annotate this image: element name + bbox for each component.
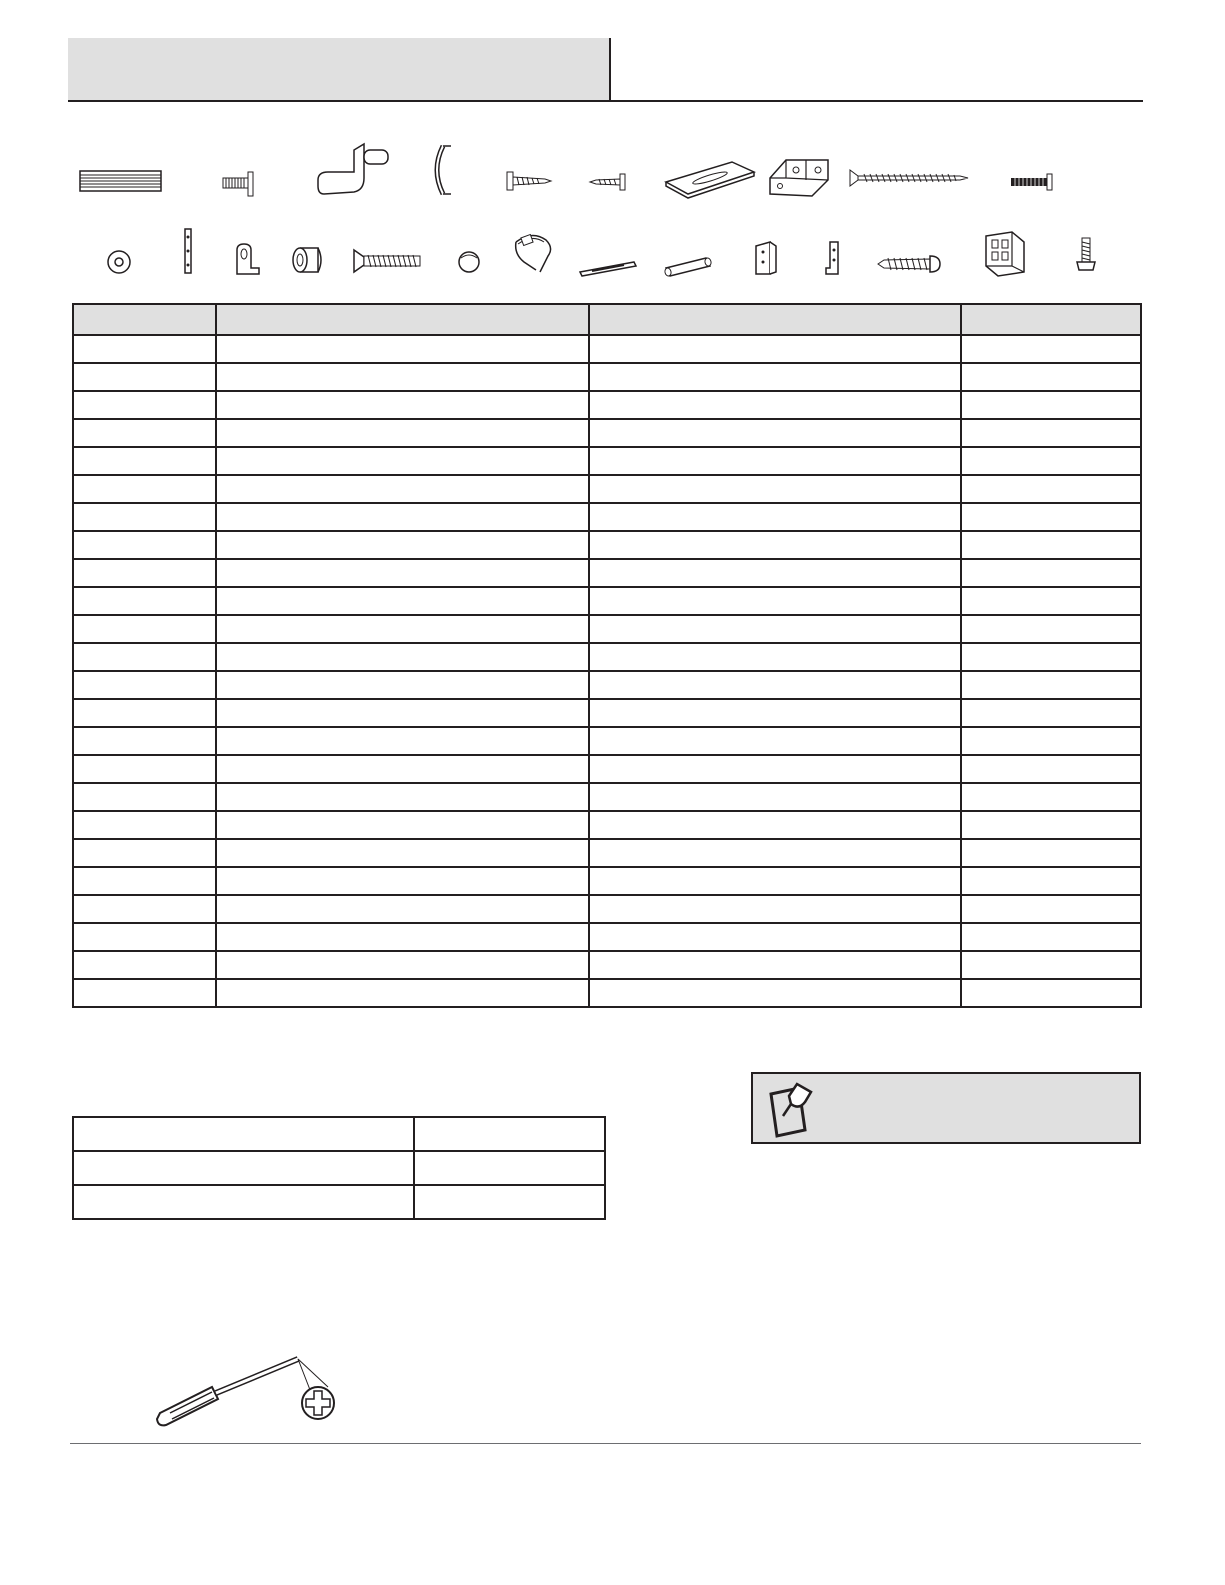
machine-screw-icon bbox=[1009, 172, 1055, 192]
table-row bbox=[73, 1117, 605, 1151]
table-cell bbox=[961, 895, 1141, 923]
table-cell bbox=[961, 587, 1141, 615]
table-row bbox=[73, 839, 1141, 867]
hinge-bracket-icon bbox=[752, 240, 780, 276]
table-cell bbox=[73, 391, 216, 419]
table-row bbox=[73, 811, 1141, 839]
table-cell bbox=[73, 335, 216, 363]
table-cell bbox=[414, 1185, 605, 1219]
handle-icon bbox=[425, 142, 455, 198]
bolt-icon bbox=[221, 170, 257, 198]
table-row bbox=[73, 979, 1141, 1007]
table-cell bbox=[73, 839, 216, 867]
table-cell bbox=[589, 503, 961, 531]
table-cell bbox=[73, 475, 216, 503]
table-row bbox=[73, 755, 1141, 783]
table-cell bbox=[73, 531, 216, 559]
table-row bbox=[73, 867, 1141, 895]
table-cell bbox=[73, 895, 216, 923]
table-cell bbox=[961, 811, 1141, 839]
table-cell bbox=[961, 755, 1141, 783]
washer-head-screw-icon bbox=[505, 168, 553, 194]
table-row bbox=[73, 335, 1141, 363]
table-cell bbox=[961, 615, 1141, 643]
table-cell bbox=[589, 755, 961, 783]
hardware-table bbox=[72, 303, 1142, 1008]
column-header bbox=[589, 304, 961, 335]
column-header bbox=[73, 304, 216, 335]
table-row bbox=[73, 503, 1141, 531]
table-cell bbox=[589, 447, 961, 475]
table-cell bbox=[589, 643, 961, 671]
table-cell bbox=[961, 699, 1141, 727]
column-header bbox=[216, 304, 589, 335]
table-cell bbox=[216, 699, 589, 727]
table-cell bbox=[589, 699, 961, 727]
table-cell bbox=[216, 503, 589, 531]
table-row bbox=[73, 559, 1141, 587]
cylinder-connector-icon bbox=[660, 254, 716, 278]
table-row bbox=[73, 391, 1141, 419]
footer-rule bbox=[70, 1443, 1141, 1444]
hanger-rail-icon bbox=[181, 227, 195, 275]
package-table bbox=[72, 1116, 606, 1220]
table-cell bbox=[73, 979, 216, 1007]
table-cell bbox=[961, 727, 1141, 755]
header-title-box bbox=[68, 38, 611, 100]
table-cell bbox=[589, 895, 961, 923]
phillips-screwdriver-icon bbox=[152, 1355, 338, 1435]
table-cell bbox=[589, 335, 961, 363]
table-row bbox=[73, 419, 1141, 447]
table-cell bbox=[961, 867, 1141, 895]
table-cell bbox=[961, 419, 1141, 447]
table-row bbox=[73, 951, 1141, 979]
table-cell bbox=[589, 783, 961, 811]
wood-screw-icon bbox=[588, 170, 628, 194]
table-cell bbox=[961, 783, 1141, 811]
wire-clip-icon bbox=[510, 232, 556, 276]
table-row bbox=[73, 475, 1141, 503]
table-cell bbox=[589, 839, 961, 867]
table-row bbox=[73, 727, 1141, 755]
angle-bracket-icon bbox=[822, 240, 846, 276]
table-cell bbox=[216, 839, 589, 867]
table-cell bbox=[589, 811, 961, 839]
table-cell bbox=[73, 1185, 414, 1219]
flat-head-screw-icon bbox=[352, 248, 424, 274]
long-screw-icon bbox=[848, 166, 970, 190]
table-row bbox=[73, 531, 1141, 559]
table-cell bbox=[216, 923, 589, 951]
table-cell bbox=[216, 755, 589, 783]
table-cell bbox=[216, 895, 589, 923]
table-row bbox=[73, 923, 1141, 951]
table-row bbox=[73, 447, 1141, 475]
table-cell bbox=[73, 503, 216, 531]
corner-block-icon bbox=[768, 156, 832, 202]
table-row bbox=[73, 587, 1141, 615]
table-cell bbox=[961, 363, 1141, 391]
table-cell bbox=[589, 475, 961, 503]
table-cell bbox=[73, 811, 216, 839]
table-cell bbox=[589, 531, 961, 559]
table-cell bbox=[961, 335, 1141, 363]
table-cell bbox=[589, 615, 961, 643]
shelf-pin-icon bbox=[314, 142, 396, 198]
table-row bbox=[73, 783, 1141, 811]
pan-head-screw-icon bbox=[876, 250, 944, 278]
bracket-clip-icon bbox=[233, 242, 261, 276]
rail-strip-icon bbox=[578, 258, 638, 278]
table-cell bbox=[216, 951, 589, 979]
table-cell bbox=[216, 363, 589, 391]
table-cell bbox=[216, 615, 589, 643]
note-box bbox=[751, 1072, 1141, 1144]
table-cell bbox=[73, 363, 216, 391]
table-cell bbox=[589, 363, 961, 391]
table-row bbox=[73, 615, 1141, 643]
bumper-icon bbox=[456, 250, 482, 274]
table-row bbox=[73, 1151, 605, 1185]
table-cell bbox=[589, 923, 961, 951]
table-row bbox=[73, 1185, 605, 1219]
table-cell bbox=[73, 671, 216, 699]
table-cell bbox=[216, 447, 589, 475]
table-cell bbox=[589, 559, 961, 587]
table-cell bbox=[961, 475, 1141, 503]
table-cell bbox=[216, 419, 589, 447]
table-cell bbox=[961, 559, 1141, 587]
table-cell bbox=[73, 419, 216, 447]
table-cell bbox=[216, 811, 589, 839]
table-cell bbox=[73, 447, 216, 475]
table-cell bbox=[961, 951, 1141, 979]
table-cell bbox=[73, 559, 216, 587]
table-cell bbox=[961, 643, 1141, 671]
table-cell bbox=[961, 923, 1141, 951]
table-cell bbox=[961, 979, 1141, 1007]
table-cell bbox=[216, 979, 589, 1007]
table-cell bbox=[589, 727, 961, 755]
table-cell bbox=[216, 783, 589, 811]
header-rule bbox=[68, 100, 1143, 102]
table-cell bbox=[73, 643, 216, 671]
table-cell bbox=[216, 335, 589, 363]
table-cell bbox=[73, 727, 216, 755]
note-pin-icon bbox=[767, 1080, 817, 1138]
table-cell bbox=[216, 671, 589, 699]
table-cell bbox=[73, 923, 216, 951]
table-cell bbox=[216, 475, 589, 503]
table-cell bbox=[589, 671, 961, 699]
table-cell bbox=[73, 867, 216, 895]
table-row bbox=[73, 895, 1141, 923]
dowel-icon bbox=[79, 169, 163, 193]
table-cell bbox=[73, 699, 216, 727]
table-header-row bbox=[73, 304, 1141, 335]
table-cell bbox=[73, 587, 216, 615]
table-cell bbox=[73, 783, 216, 811]
table-cell bbox=[589, 419, 961, 447]
table-cell bbox=[73, 1117, 414, 1151]
column-header bbox=[961, 304, 1141, 335]
table-row bbox=[73, 363, 1141, 391]
table-row bbox=[73, 643, 1141, 671]
table-cell bbox=[216, 391, 589, 419]
small-bolt-icon bbox=[1075, 236, 1097, 274]
corner-brace-icon bbox=[982, 230, 1028, 278]
table-cell bbox=[589, 867, 961, 895]
table-cell bbox=[961, 447, 1141, 475]
table-cell bbox=[216, 531, 589, 559]
table-cell bbox=[216, 643, 589, 671]
table-cell bbox=[589, 587, 961, 615]
table-cell bbox=[589, 951, 961, 979]
table-cell bbox=[589, 979, 961, 1007]
table-cell bbox=[216, 559, 589, 587]
table-cell bbox=[73, 615, 216, 643]
table-row bbox=[73, 671, 1141, 699]
table-cell bbox=[216, 867, 589, 895]
table-cell bbox=[73, 951, 216, 979]
table-row bbox=[73, 699, 1141, 727]
table-cell bbox=[961, 531, 1141, 559]
table-cell bbox=[961, 391, 1141, 419]
table-cell bbox=[73, 1151, 414, 1185]
spacer-icon bbox=[290, 245, 326, 275]
washer-icon bbox=[106, 249, 132, 275]
table-cell bbox=[414, 1151, 605, 1185]
table-cell bbox=[73, 755, 216, 783]
connector-plate-icon bbox=[662, 158, 758, 200]
table-cell bbox=[589, 391, 961, 419]
table-cell bbox=[961, 839, 1141, 867]
table-cell bbox=[414, 1117, 605, 1151]
table-cell bbox=[961, 503, 1141, 531]
table-cell bbox=[216, 727, 589, 755]
table-cell bbox=[216, 587, 589, 615]
table-cell bbox=[961, 671, 1141, 699]
